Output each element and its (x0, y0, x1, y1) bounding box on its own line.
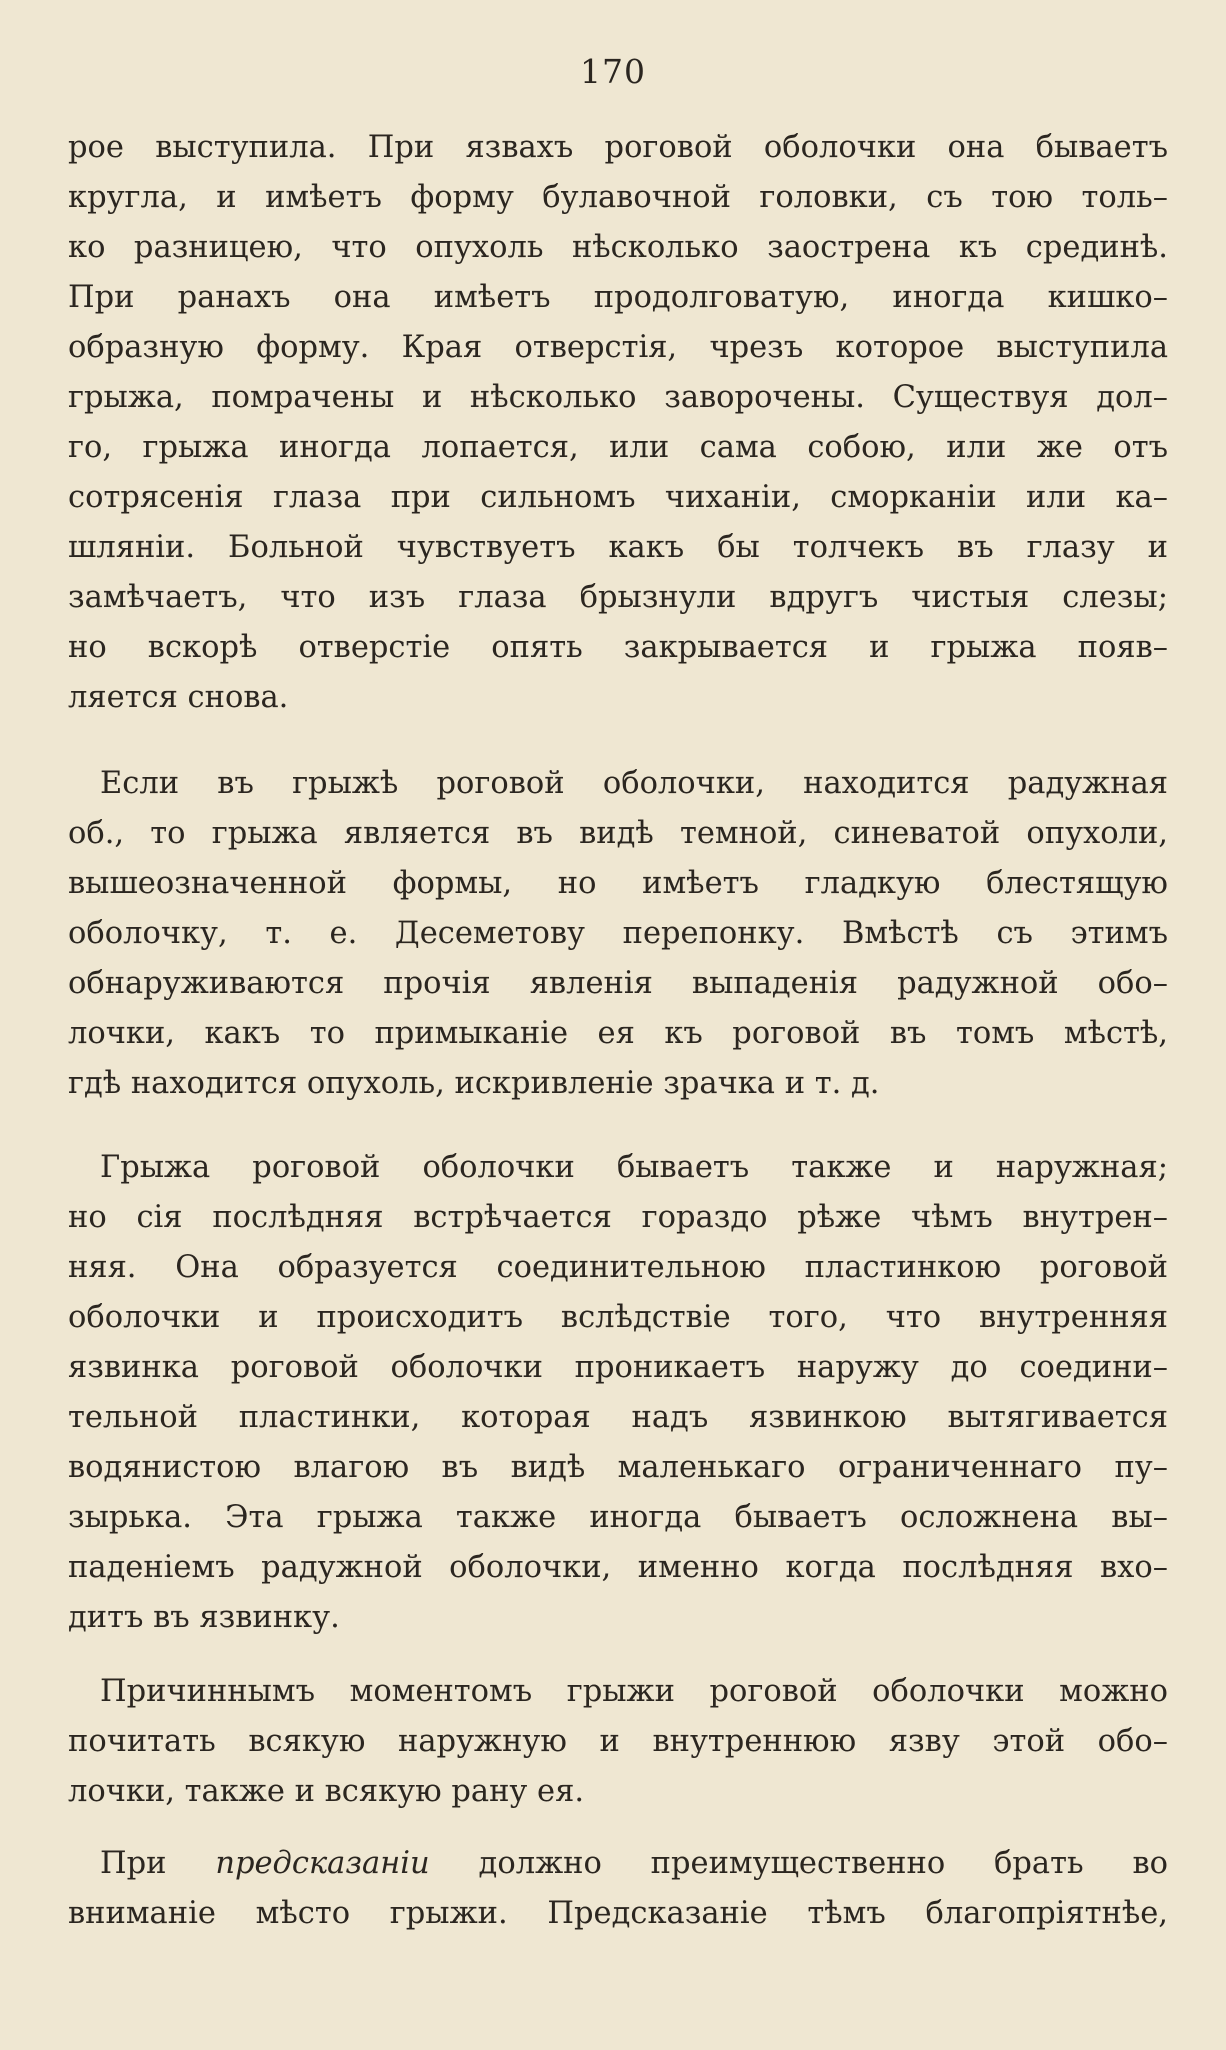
text-line: гдѣ находится опухоль, искривленіе зрачка и т. д. (68, 1066, 880, 1101)
text-line: сотрясенія глаза при сильномъ чиханіи, сморканіи или ка– (68, 480, 1168, 515)
page-number: 170 (580, 52, 646, 91)
text-line: водянистою влагою въ видѣ маленькаго ограниченнаго пу– (68, 1450, 1168, 1485)
text-line: об., то грыжа является въ видѣ темной, синеватой опухоли, (68, 816, 1168, 851)
text-line: но вскорѣ отверстіе опять закрывается и грыжа появ– (68, 630, 1168, 665)
text-line: Причиннымъ моментомъ грыжи роговой оболочки можно (100, 1674, 1168, 1709)
text-line: кругла, и имѣетъ форму булавочной головки, съ тою толь– (68, 180, 1168, 215)
text-line: Если въ грыжѣ роговой оболочки, находится радужная (100, 766, 1168, 801)
text-line: но сія послѣдняя встрѣчается гораздо рѣже чѣмъ внутрен– (68, 1200, 1168, 1235)
text-line: го, грыжа иногда лопается, или сама собою, или же отъ (68, 430, 1168, 465)
text-line: грыжа, помрачены и нѣсколько заворочены. Существуя дол– (68, 380, 1168, 415)
text-line (100, 1842, 1168, 1886)
text-line: тельной пластинки, которая надъ язвинкою вытягивается (68, 1400, 1168, 1435)
text-line: почитать всякую наружную и внутреннюю язву этой обо– (68, 1724, 1168, 1759)
text-line: ко разницею, что опухоль нѣсколько заострена къ срединѣ. (68, 230, 1168, 265)
text-line: вышеозначенной формы, но имѣетъ гладкую блестящую (68, 866, 1168, 901)
text-line: шляніи. Больной чувствуетъ какъ бы толчекъ въ глазу и (68, 530, 1168, 565)
text-line: Грыжа роговой оболочки бываетъ также и наружная; (100, 1150, 1168, 1185)
text-line: рое выступила. При язвахъ роговой оболочки она бываетъ (68, 130, 1168, 165)
text-line: образную форму. Края отверстія, чрезъ которое выступила (68, 330, 1168, 365)
text-line: язвинка роговой оболочки проникаетъ наружу до соедини– (68, 1350, 1168, 1385)
text-line: зырька. Эта грыжа также иногда бываетъ осложнена вы– (68, 1500, 1168, 1535)
text-line: дитъ въ язвинку. (68, 1600, 340, 1635)
text-line: обнаруживаются прочія явленія выпаденія радужной обо– (68, 966, 1168, 1001)
text-line: замѣчаетъ, что изъ глаза брызнули вдругъ чистыя слезы; (68, 580, 1168, 615)
text-line: ляется снова. (68, 680, 289, 715)
text-line: лочки, также и всякую рану ея. (68, 1774, 585, 1809)
text-run: При (100, 1846, 167, 1881)
text-line: вниманіе мѣсто грыжи. Предсказаніе тѣмъ благопріятнѣе, (68, 1896, 1168, 1931)
text-line: При ранахъ она имѣетъ продолговатую, иногда кишко– (68, 280, 1168, 315)
text-line: оболочку, т. е. Десеметову перепонку. Вмѣстѣ съ этимъ (68, 916, 1168, 951)
text-line: няя. Она образуется соединительною пластинкою роговой (68, 1250, 1168, 1285)
text-line: паденіемъ радужной оболочки, именно когда послѣдняя вхо– (68, 1550, 1168, 1585)
text-line: лочки, какъ то примыканіе ея къ роговой въ томъ мѣстѣ, (68, 1016, 1168, 1051)
text-run: должно преимущественно брать во (478, 1846, 1168, 1881)
italic-term: предсказаніи (215, 1846, 430, 1881)
text-line: оболочки и происходитъ вслѣдствіе того, что внутренняя (68, 1300, 1168, 1335)
